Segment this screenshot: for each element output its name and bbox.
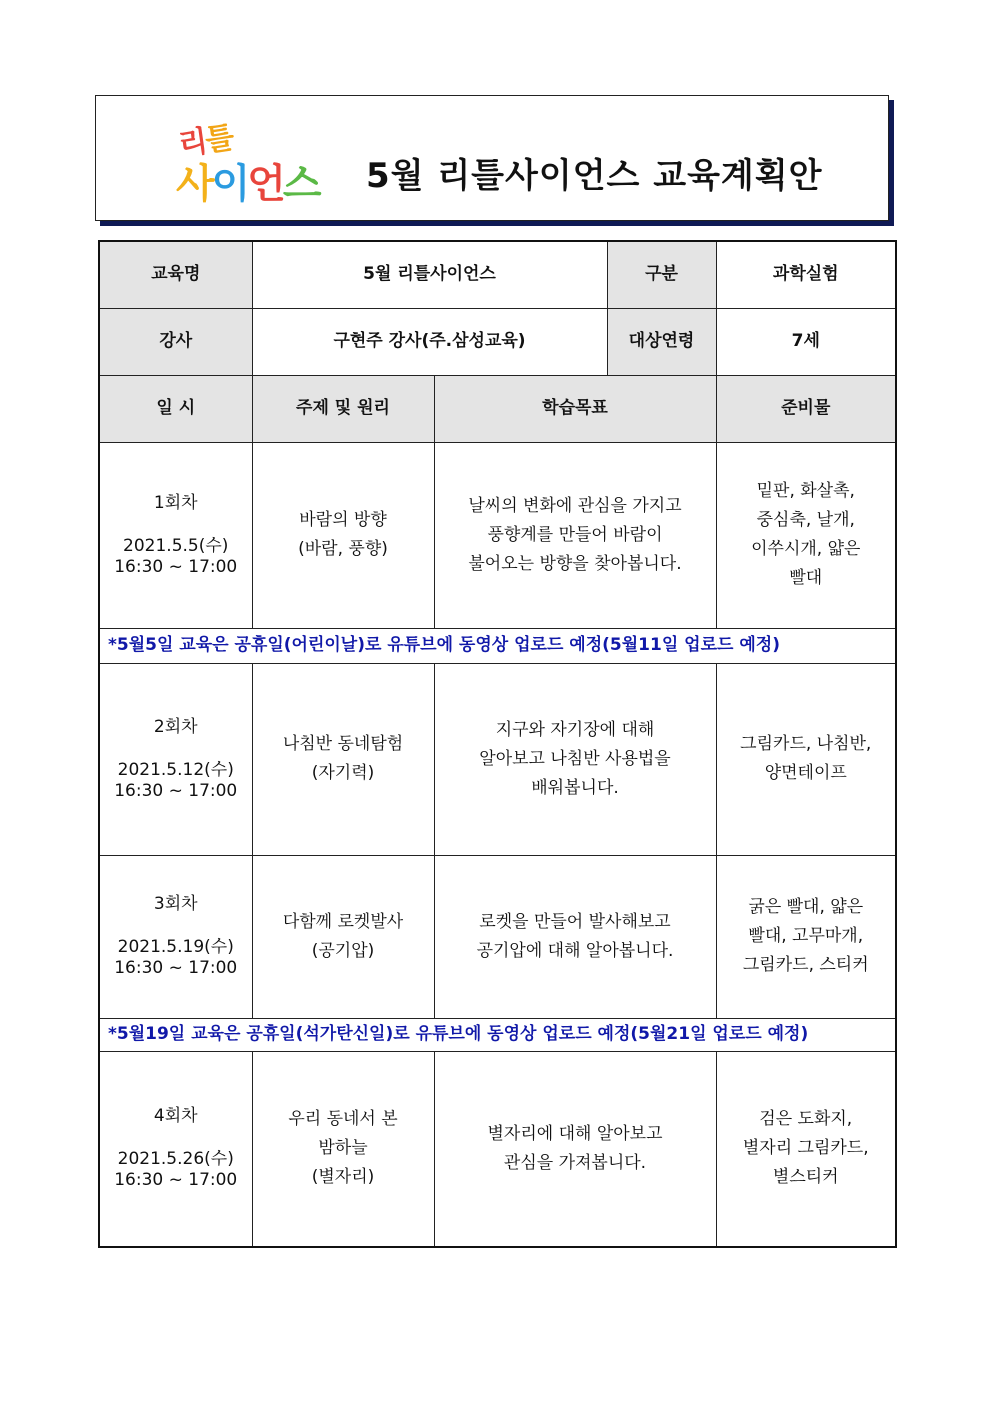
logo-top-text: 리틀 bbox=[176, 120, 235, 163]
session-goal: 날씨의 변화에 관심을 가지고 풍향계를 만들어 바람이 불어오는 방향을 찾아봅니다. bbox=[434, 442, 716, 628]
session-topic: 다함께 로켓발사 (공기압) bbox=[252, 855, 434, 1018]
session-topic: 나침반 동네탐험 (자기력) bbox=[252, 663, 434, 855]
session-datetime bbox=[99, 1051, 252, 1247]
note-row bbox=[99, 628, 896, 663]
session-datetime bbox=[99, 663, 252, 855]
session-materials: 그림카드, 나침반, 양면테이프 bbox=[716, 663, 896, 855]
session-row bbox=[99, 663, 896, 855]
document-title: 5월 리틀사이언스 교육계획안 bbox=[366, 156, 823, 196]
session-round: 2회차 bbox=[153, 716, 198, 737]
session-materials: 검은 도화지, 별자리 그림카드, 별스티커 bbox=[716, 1051, 896, 1247]
logo-bottom-text: 사이언스 bbox=[176, 161, 319, 207]
col-header-date: 일 시 bbox=[99, 375, 252, 442]
session-round: 1회차 bbox=[153, 492, 198, 513]
session-row bbox=[99, 855, 896, 1018]
instructor-label: 강사 bbox=[99, 308, 252, 375]
session-datetime bbox=[99, 442, 252, 628]
upload-notice: *5월19일 교육은 공휴일(석가탄신일)로 유튜브에 동영상 업로드 예정(5월21일 업로드 예정) bbox=[99, 1018, 896, 1051]
session-time: 16:30 ~ 17:00 bbox=[114, 780, 238, 801]
header-box bbox=[95, 95, 889, 221]
category-value: 과학실험 bbox=[716, 241, 896, 308]
session-topic: 바람의 방향 (바람, 풍향) bbox=[252, 442, 434, 628]
session-round: 3회차 bbox=[153, 894, 198, 914]
info-row-course bbox=[99, 241, 896, 308]
session-topic: 우리 동네서 본 밤하늘 (별자리) bbox=[252, 1051, 434, 1247]
session-row bbox=[99, 1051, 896, 1247]
session-materials: 굵은 빨대, 얇은 빨대, 고무마개, 그림카드, 스티커 bbox=[716, 855, 896, 1018]
session-date: 2021.5.5(수) bbox=[123, 535, 229, 556]
session-datetime bbox=[99, 855, 252, 1018]
col-header-topic: 주제 및 원리 bbox=[252, 375, 434, 442]
little-science-logo bbox=[176, 116, 346, 206]
age-label: 대상연령 bbox=[607, 308, 716, 375]
session-materials: 밑판, 화살촉, 중심축, 날개, 이쑤시개, 얇은 빨대 bbox=[716, 442, 896, 628]
age-value: 7세 bbox=[716, 308, 896, 375]
session-date: 2021.5.19(수) bbox=[117, 937, 234, 957]
note-row bbox=[99, 1018, 896, 1051]
course-value: 5월 리틀사이언스 bbox=[252, 241, 607, 308]
session-round: 4회차 bbox=[153, 1106, 198, 1127]
session-goal: 별자리에 대해 알아보고 관심을 가져봅니다. bbox=[434, 1051, 716, 1247]
education-plan-table bbox=[98, 240, 897, 1248]
col-header-goal: 학습목표 bbox=[434, 375, 716, 442]
upload-notice: *5월5일 교육은 공휴일(어린이날)로 유튜브에 동영상 업로드 예정(5월11일 업로드 예정) bbox=[99, 628, 896, 663]
course-label: 교육명 bbox=[99, 241, 252, 308]
info-row-instructor bbox=[99, 308, 896, 375]
session-time: 16:30 ~ 17:00 bbox=[114, 1170, 238, 1191]
session-date: 2021.5.12(수) bbox=[117, 759, 234, 780]
category-label: 구분 bbox=[607, 241, 716, 308]
session-date: 2021.5.26(수) bbox=[117, 1149, 234, 1170]
session-goal: 지구와 자기장에 대해 알아보고 나침반 사용법을 배워봅니다. bbox=[434, 663, 716, 855]
session-time: 16:30 ~ 17:00 bbox=[114, 556, 238, 577]
session-row bbox=[99, 442, 896, 628]
instructor-value: 구현주 강사(주.삼성교육) bbox=[252, 308, 607, 375]
session-goal: 로켓을 만들어 발사해보고 공기압에 대해 알아봅니다. bbox=[434, 855, 716, 1018]
col-header-materials: 준비물 bbox=[716, 375, 896, 442]
session-time: 16:30 ~ 17:00 bbox=[114, 958, 238, 978]
column-header-row bbox=[99, 375, 896, 442]
